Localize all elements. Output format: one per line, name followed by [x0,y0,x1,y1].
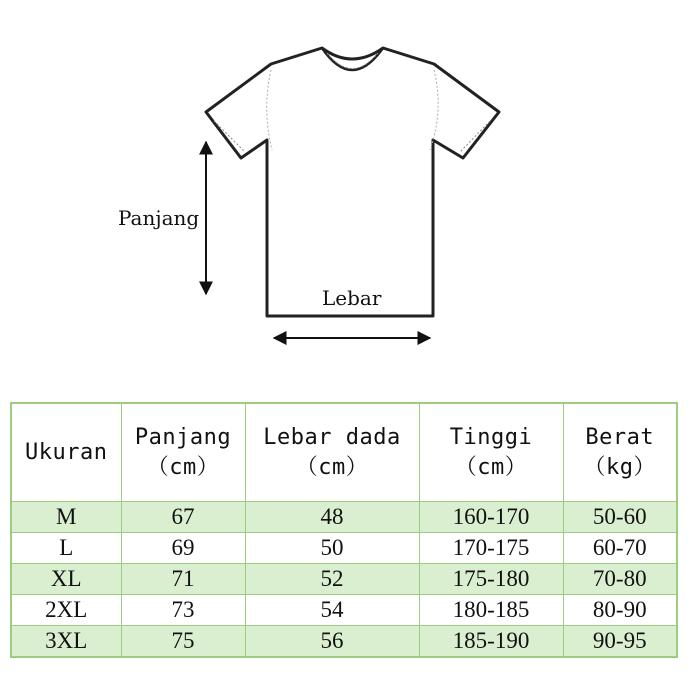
cell-chest-width: 54 [245,595,419,626]
cell-weight: 60-70 [563,533,677,564]
header-label: Ukuran [25,439,108,465]
table-row [11,626,677,658]
cell-weight: 70-80 [563,564,677,595]
sleeve-stitch-left [214,121,245,152]
cell-height: 180-185 [419,595,563,626]
cell-weight: 90-95 [563,626,677,658]
table-header-row [11,403,677,502]
size-chart-table [10,402,678,658]
header-label: Tinggi [449,424,533,450]
header-size [11,403,121,502]
cell-size: XL [11,564,121,595]
cell-length: 69 [121,533,245,564]
shoulder-stitch-left [267,70,272,150]
header-label: Berat [585,424,655,450]
cell-chest-width: 48 [245,502,419,533]
header-height [419,403,563,502]
table-row [11,564,677,595]
header-unit: （cm） [454,454,528,480]
header-unit: （cm） [146,454,220,480]
sleeve-stitch-right [460,121,490,152]
cell-height: 170-175 [419,533,563,564]
table-row [11,533,677,564]
header-unit: （cm） [295,454,369,480]
cell-weight: 50-60 [563,502,677,533]
cell-weight: 80-90 [563,595,677,626]
header-weight [563,403,677,502]
cell-chest-width: 50 [245,533,419,564]
header-unit: （kg） [583,454,656,480]
width-label: Lebar [322,286,382,310]
table-row [11,502,677,533]
cell-size: 2XL [11,595,121,626]
table-row [11,595,677,626]
cell-length: 67 [121,502,245,533]
cell-height: 185-190 [419,626,563,658]
shoulder-stitch-right [430,70,438,150]
cell-size: 3XL [11,626,121,658]
cell-height: 160-170 [419,502,563,533]
header-length [121,403,245,502]
cell-length: 73 [121,595,245,626]
header-label: Panjang [134,424,232,450]
cell-size: L [11,533,121,564]
cell-size: M [11,502,121,533]
length-label: Panjang [118,206,200,230]
cell-chest-width: 52 [245,564,419,595]
cell-height: 175-180 [419,564,563,595]
cell-length: 75 [121,626,245,658]
header-label: Lebar dada [263,424,401,450]
cell-length: 71 [121,564,245,595]
cell-chest-width: 56 [245,626,419,658]
header-chest-width [245,403,419,502]
tshirt-outline [206,48,499,316]
